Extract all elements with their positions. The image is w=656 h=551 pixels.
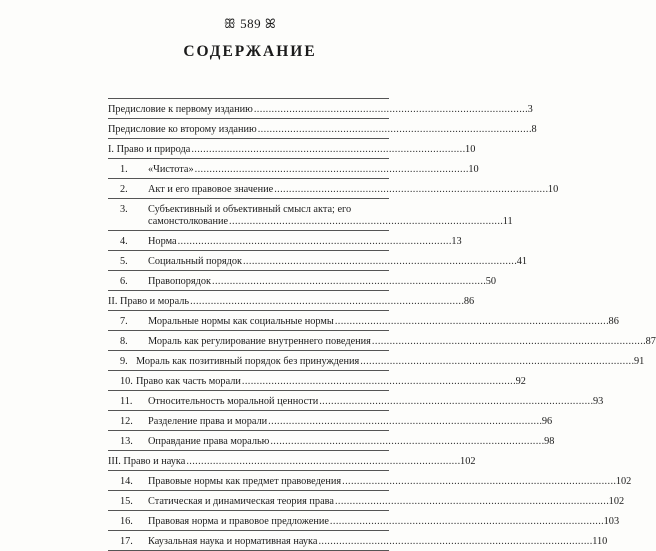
toc-row: [108, 531, 608, 551]
toc-entry-page: 110: [592, 536, 608, 547]
toc-row: [108, 251, 528, 271]
toc-dot-leader: [243, 256, 516, 268]
toc-entry-title: «Чистота»: [148, 164, 194, 175]
toc-entry-title: Право как часть морали: [136, 376, 241, 387]
toc-row: [108, 511, 620, 531]
toc-entry-number: 8.: [120, 336, 128, 347]
toc-entry-number: 11.: [120, 396, 133, 407]
toc-entry-page: 87: [645, 336, 656, 347]
toc-entry-page: 10: [547, 184, 559, 195]
toc-row: [108, 411, 553, 431]
toc-dot-leader: [178, 236, 451, 248]
toc-dot-leader: [242, 376, 515, 388]
toc-entry-title: Оправдание права моралью: [148, 436, 270, 447]
toc-dot-leader: [372, 336, 645, 348]
toc-entry-number: 17.: [120, 536, 133, 547]
table-of-contents: [108, 98, 656, 551]
toc-row: [108, 391, 604, 411]
toc-dot-leader: [190, 296, 463, 308]
toc-entry-title: III. Право и наука: [108, 456, 186, 467]
toc-row: [108, 119, 537, 139]
toc-entry-page: 86: [608, 316, 619, 327]
toc-entry-title: Социальный порядок: [148, 256, 242, 267]
toc-row: [108, 491, 625, 511]
toc-dot-leader: [195, 164, 468, 176]
toc-entry-page: 50: [485, 276, 497, 287]
toc-row: [108, 179, 559, 199]
toc-entry-page: 92: [515, 376, 526, 387]
toc-entry-title: Разделение права и морали: [148, 416, 268, 427]
toc-entry-page: 13: [451, 236, 462, 247]
toc-dot-leader: [330, 516, 603, 528]
toc-row: [108, 139, 476, 159]
toc-entry-number: 1.: [120, 164, 128, 175]
toc-entry-page: 102: [460, 456, 476, 467]
toc-dot-leader: [360, 356, 633, 368]
toc-row: [108, 231, 462, 251]
toc-entry-page: 8: [531, 124, 537, 135]
toc-entry-title: Каузальная наука и нормативная наука: [148, 536, 318, 547]
toc-dot-leader: [319, 396, 592, 408]
toc-entry-page: 102: [608, 496, 625, 507]
toc-entry-title: Правовая норма и правовое предложение: [148, 516, 329, 527]
toc-dot-leader: [258, 124, 531, 136]
toc-dot-leader: [335, 496, 608, 508]
toc-row: [108, 431, 555, 451]
toc-row: [108, 199, 513, 231]
toc-dot-leader: [274, 184, 547, 196]
toc-row: [108, 351, 645, 371]
toc-entry-number: 9.: [120, 356, 128, 367]
toc-dot-leader: [191, 144, 464, 156]
toc-entry-number: 13.: [120, 436, 133, 447]
toc-entry-title: Мораль как регулирование внутреннего поведения: [148, 336, 371, 347]
toc-entry-title: II. Право и мораль: [108, 296, 190, 307]
toc-entry-page: 102: [615, 476, 632, 487]
toc-dot-leader: [212, 276, 485, 288]
toc-entry-title: Норма: [148, 236, 177, 247]
toc-dot-leader: [318, 536, 591, 548]
toc-entry-page: 86: [463, 296, 475, 307]
toc-row: [108, 371, 526, 391]
toc-entry-title: Предисловие ко второму изданию: [108, 124, 257, 135]
toc-entry-number: 2.: [120, 184, 128, 195]
toc-dot-leader: [254, 104, 527, 116]
toc-entry-title-continued: самонстолкование: [148, 216, 229, 227]
toc-row: [108, 471, 632, 491]
toc-entry-number: 10.: [120, 376, 133, 387]
toc-entry-title: Субъективный и объективный смысл акта; его: [148, 204, 352, 215]
toc-dot-leader: [186, 456, 459, 468]
toc-row: [108, 271, 497, 291]
toc-entry-page: 98: [544, 436, 555, 447]
toc-entry-page: 96: [541, 416, 553, 427]
toc-entry-page: 11: [502, 216, 513, 227]
toc-entry-number: 4.: [120, 236, 128, 247]
toc-entry-number: 3.: [120, 204, 128, 215]
toc-entry-number: 5.: [120, 256, 128, 267]
toc-entry-page: 91: [633, 356, 645, 367]
toc-dot-leader: [342, 476, 615, 488]
toc-dot-leader: [229, 216, 502, 228]
toc-dot-leader: [268, 416, 541, 428]
toc-row: [108, 311, 619, 331]
toc-entry-title: Статическая и динамическая теория права: [148, 496, 334, 507]
toc-entry-number: 15.: [120, 496, 133, 507]
toc-entry-title: Правопорядок: [148, 276, 212, 287]
toc-dot-leader: [335, 316, 608, 328]
toc-row: [108, 291, 475, 311]
toc-dot-leader: [270, 436, 543, 448]
toc-entry-title: Правовые нормы как предмет правоведения: [148, 476, 342, 487]
toc-entry-title: Предисловие к первому изданию: [108, 104, 253, 115]
toc-entry-title: I. Право и природа: [108, 144, 191, 155]
toc-entry-title: Акт и его правовое значение: [148, 184, 274, 195]
toc-entry-title: Относительность моральной ценности: [148, 396, 319, 407]
toc-entry-title: Моральные нормы как социальные нормы: [148, 316, 334, 327]
toc-entry-page: 10: [465, 144, 476, 155]
toc-row: [108, 331, 656, 351]
toc-entry-number: 16.: [120, 516, 133, 527]
toc-entry-page: 3: [527, 104, 533, 115]
toc-entry-page: 41: [516, 256, 528, 267]
toc-entry-number: 6.: [120, 276, 128, 287]
toc-row: [108, 99, 533, 119]
toc-row: [108, 159, 479, 179]
page-number: ꕥ 589 ꕤ: [223, 16, 277, 31]
toc-entry-page: 93: [592, 396, 604, 407]
toc-entry-number: 14.: [120, 476, 133, 487]
toc-entry-page: 10: [468, 164, 479, 175]
toc-entry-number: 12.: [120, 416, 133, 427]
toc-entry-number: 7.: [120, 316, 128, 327]
toc-entry-page: 103: [603, 516, 620, 527]
toc-row: [108, 451, 476, 471]
toc-entry-title: Мораль как позитивный порядок без принуждения: [136, 356, 360, 367]
page-title: СОДЕРЖАНИЕ: [183, 43, 317, 60]
